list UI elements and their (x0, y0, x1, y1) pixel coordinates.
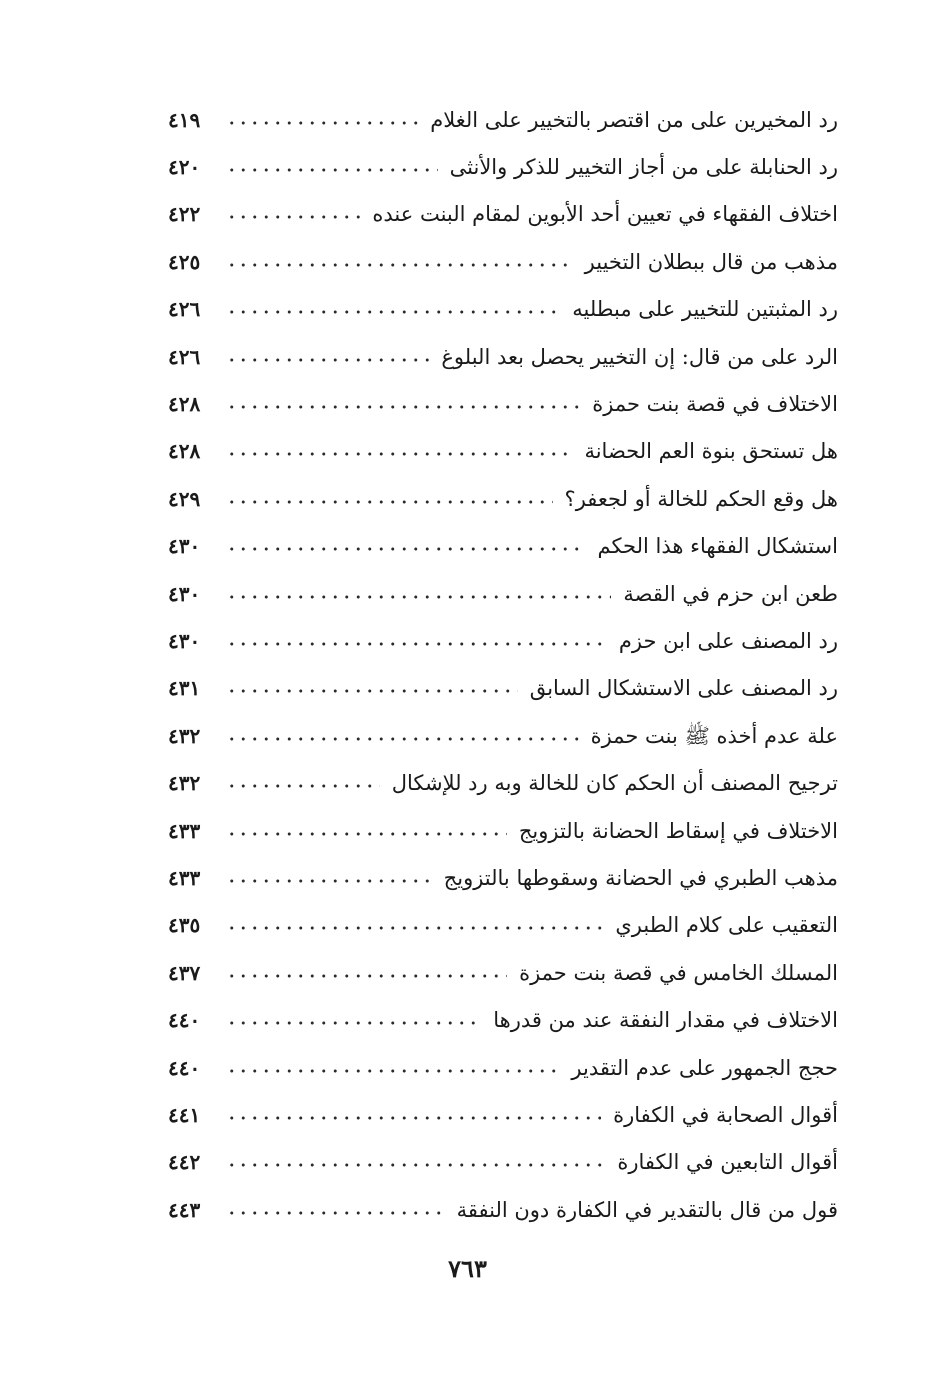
toc-entry-page: ٤٣٧ (168, 960, 201, 985)
dot-leader (226, 640, 607, 648)
toc-entry-title: مذهب من قال ببطلان التخيير (584, 249, 838, 274)
toc-entry-title: اختلاف الفقهاء في تعيين أحد الأبوين لمقام البنت عنده (372, 202, 838, 227)
toc-entry-page: ٤٣٢ (168, 723, 201, 748)
dot-leader (226, 735, 579, 743)
toc-entry-page: ٤٣٢ (168, 771, 201, 796)
toc-entry (168, 665, 838, 712)
dot-leader (226, 450, 572, 458)
toc-entry-page: ٤٢٩ (168, 486, 201, 511)
toc-entry (168, 996, 838, 1043)
toc-entry (168, 570, 838, 617)
toc-entry-page: ٤٣٣ (168, 865, 201, 890)
toc-entry-page: ٤٤٢ (168, 1150, 201, 1175)
toc-entry (168, 191, 838, 238)
toc-entry (168, 238, 838, 285)
dot-leader (226, 924, 603, 932)
dot-leader (226, 782, 380, 790)
toc-entry-page: ٤٢٦ (168, 297, 201, 322)
toc-entry-page: ٤٢٥ (168, 249, 201, 274)
toc-entry (168, 380, 838, 427)
toc-entry (168, 617, 838, 664)
toc-entry-title: أقوال الصحابة في الكفارة (613, 1102, 838, 1127)
dot-leader (226, 687, 518, 695)
toc-entry-page: ٤٢٦ (168, 344, 201, 369)
toc-entry (168, 475, 838, 522)
toc-entry-title: قول من قال بالتقدير في الكفارة دون النفقة (456, 1197, 838, 1222)
table-of-contents (168, 96, 838, 1233)
toc-entry-title: رد المصنف على ابن حزم (618, 628, 838, 653)
dot-leader (226, 166, 438, 174)
dot-leader (226, 119, 418, 127)
toc-entry-page: ٤٢٢ (168, 202, 201, 227)
toc-entry-title: رد الحنابلة على من أجاز التخيير للذكر والأنثى (449, 155, 838, 180)
dot-leader (226, 1019, 481, 1027)
toc-entry-title: حجج الجمهور على عدم التقدير (571, 1055, 838, 1080)
dot-leader (226, 1114, 601, 1122)
toc-entry-title: الاختلاف في مقدار النفقة عند من قدرها (493, 1008, 838, 1033)
toc-entry (168, 523, 838, 570)
toc-entry-title: الاختلاف في إسقاط الحضانة بالتزويج (518, 818, 838, 843)
toc-entry (168, 286, 838, 333)
toc-entry (168, 333, 838, 380)
toc-entry (168, 1139, 838, 1186)
toc-entry-page: ٤١٩ (168, 107, 201, 132)
toc-entry (168, 1044, 838, 1091)
page-number: ٧٦٣ (448, 1254, 487, 1283)
dot-leader (226, 877, 432, 885)
dot-leader (226, 356, 429, 364)
toc-entry (168, 1091, 838, 1138)
toc-entry-title: رد المثبتين للتخيير على مبطليه (572, 297, 838, 322)
dot-leader (226, 1067, 559, 1075)
toc-entry (168, 807, 838, 854)
toc-entry-title: هل وقع الحكم للخالة أو لجعفر؟ (564, 486, 838, 511)
toc-entry-title: علة عدم أخذه ﷺ بنت حمزة (590, 723, 838, 748)
toc-entry-title: طعن ابن حزم في القصة (623, 581, 838, 606)
toc-entry-page: ٤٤٠ (168, 1055, 201, 1080)
dot-leader (226, 1161, 605, 1169)
dot-leader (226, 308, 560, 316)
toc-entry-page: ٤٤٠ (168, 1008, 201, 1033)
toc-entry (168, 96, 838, 143)
toc-entry (168, 428, 838, 475)
toc-entry-page: ٤٣١ (168, 676, 201, 701)
toc-entry-title: الرد على من قال: إن التخيير يحصل بعد البلوغ (441, 344, 838, 369)
toc-entry-page: ٤٣٥ (168, 913, 201, 938)
toc-entry-title: هل تستحق بنوة العم الحضانة (584, 439, 838, 464)
toc-entry-title: الاختلاف في قصة بنت حمزة (592, 392, 838, 417)
toc-entry (168, 712, 838, 759)
dot-leader (226, 972, 507, 980)
toc-entry (168, 854, 838, 901)
dot-leader (226, 261, 573, 269)
toc-entry-page: ٤٤٣ (168, 1197, 201, 1222)
toc-entry-page: ٤٣٣ (168, 818, 201, 843)
toc-entry (168, 902, 838, 949)
toc-entry-title: مذهب الطبري في الحضانة وسقوطها بالتزويج (443, 865, 838, 890)
toc-entry-page: ٤٢٨ (168, 392, 201, 417)
toc-entry-title: أقوال التابعين في الكفارة (617, 1150, 838, 1175)
toc-entry (168, 759, 838, 806)
dot-leader (226, 403, 580, 411)
toc-entry (168, 949, 838, 996)
dot-leader (226, 593, 611, 601)
toc-entry-page: ٤٢٠ (168, 155, 201, 180)
toc-entry-page: ٤٣٠ (168, 581, 201, 606)
toc-entry (168, 143, 838, 190)
dot-leader (226, 830, 507, 838)
toc-entry-title: استشكال الفقهاء هذا الحكم (597, 534, 838, 559)
toc-entry-page: ٤٢٨ (168, 439, 201, 464)
dot-leader (226, 498, 553, 506)
toc-entry-title: المسلك الخامس في قصة بنت حمزة (519, 960, 838, 985)
toc-entry-page: ٤٤١ (168, 1102, 201, 1127)
toc-entry-page: ٤٣٠ (168, 628, 201, 653)
dot-leader (226, 1209, 445, 1217)
toc-entry-title: رد المصنف على الاستشكال السابق (529, 676, 838, 701)
toc-entry (168, 1186, 838, 1233)
toc-entry-title: ترجيح المصنف أن الحكم كان للخالة وبه رد للإشكال (391, 771, 838, 796)
toc-entry-page: ٤٣٠ (168, 534, 201, 559)
toc-entry-title: التعقيب على كلام الطبري (615, 913, 838, 938)
toc-entry-title: رد المخيرين على من اقتصر بالتخيير على الغلام (430, 107, 838, 132)
dot-leader (226, 213, 360, 221)
dot-leader (226, 545, 585, 553)
